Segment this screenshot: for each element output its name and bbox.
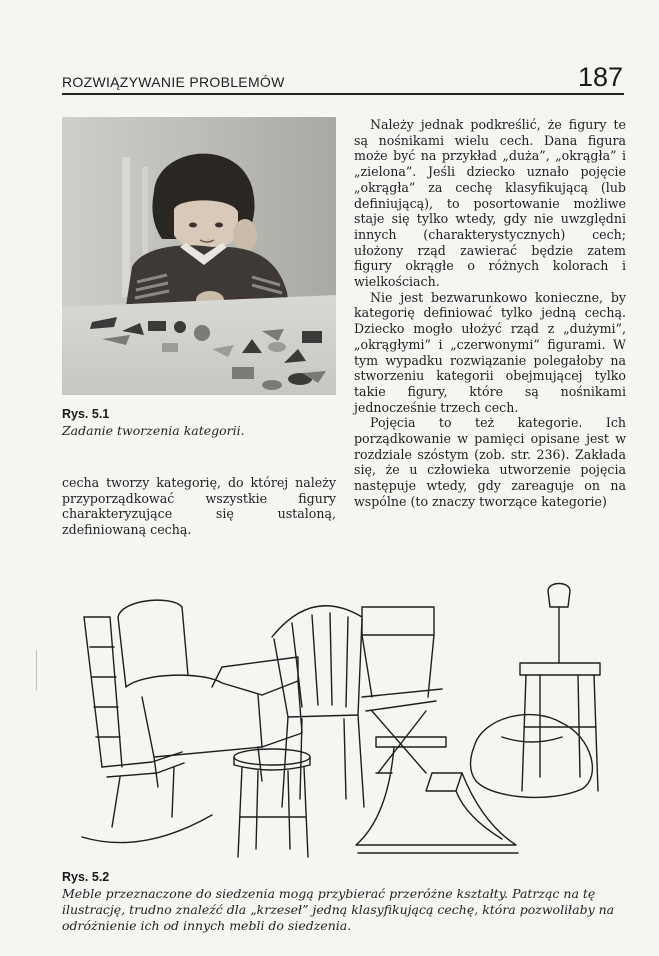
- figure-1-label: Rys. 5.1: [62, 407, 110, 421]
- margin-mark: [36, 650, 37, 690]
- photo-child-sorting-shapes: [62, 117, 336, 395]
- stool-drawing: [234, 749, 310, 857]
- figure-1-caption: Zadanie tworzenia kategorii.: [62, 423, 245, 438]
- right-paragraph-1: Należy jednak podkreślić, że figury te są nośnikami wielu cech. Dana figura może być na przykład „duża”, „okrągła” i „zielona”. Jeśli dziecko uznało pojęcie „okrągła” za cechę klasyfikującą (lub definiującą), to posortowanie możliwe staje się tylko wtedy, gdy nie uwzględni innych (charakterystycznych) cech; ułożony rząd zawierać będzie zatem figury okrągłe o różnych kolorach i wielkościach.: [354, 117, 626, 290]
- windsor-chair-drawing: [272, 606, 364, 807]
- right-column-text: [354, 117, 626, 510]
- rocking-chair-drawing: [82, 617, 212, 843]
- armchair-drawing: [118, 600, 302, 787]
- page-number: 187: [577, 62, 623, 92]
- right-paragraph-3: Pojęcia to też kategorie. Ich porządkowanie w pamięci opisane jest w rozdziale szóstym (zob. str. 236). Zakłada się, że u człowieka utworzenie pojęcia następuje wtedy, gdy zareaguje on na wspólne (to znaczy tworzące kategorie): [354, 415, 626, 509]
- right-paragraph-2: Nie jest bezwarunkowo konieczne, by kategorię definiować tylko jedną cechą. Dziecko mogło ułożyć rząd z „dużymi”, „okrągłymi” i „czerwonymi” figurami. W tym wypadku rozwiązanie polegałoby na stworzeniu kategorii obejmującej tylko takie figury, które są nośnikami jednocześnie trzech cech.: [354, 289, 626, 415]
- header-rule: [62, 93, 624, 95]
- bar-stool-drawing: [520, 584, 600, 792]
- page-header-title: ROZWIĄZYWANIE PROBLEMÓW: [62, 74, 285, 90]
- figure-2-caption: Meble przeznaczone do siedzenia mogą przybierać przeróżne kształty. Patrząc na tę ilustrację, trudno znaleźć dla „krzeseł” jedną klasyfikującą cechę, która pozwoliłaby na odróżnienie ich od innych mebli do siedzenia.: [62, 886, 615, 933]
- left-paragraph: cecha tworzy kategorię, do której należy przyporządkować wszystkie figury charakteryzujące się ustaloną, zdefiniowaną cechą.: [62, 475, 336, 538]
- figure-2-label: Rys. 5.2: [62, 870, 110, 884]
- illustration-seating-furniture: [62, 577, 624, 865]
- kneeling-chair-drawing: [356, 737, 518, 853]
- left-column-text: [62, 475, 336, 538]
- directors-chair-drawing: [362, 607, 442, 773]
